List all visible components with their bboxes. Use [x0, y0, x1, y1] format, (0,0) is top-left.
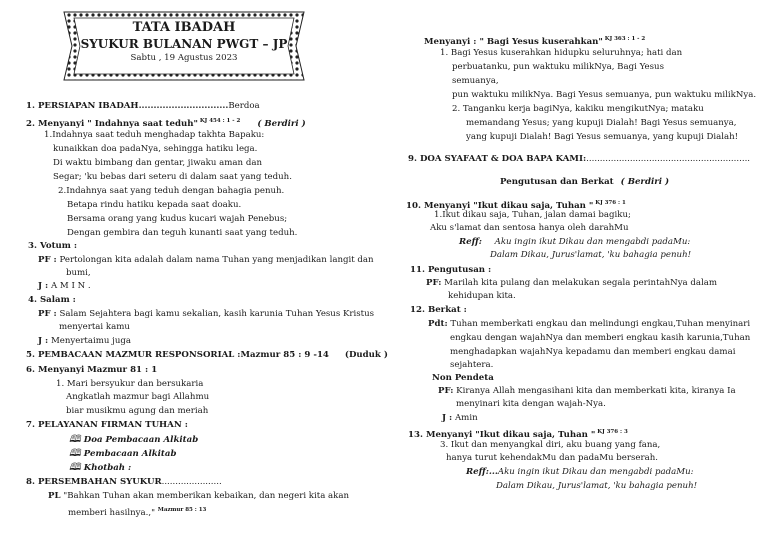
refrain-line: Dalam Dikau, Jurus'lamat, 'ku bahagia penuh!	[490, 250, 692, 260]
song-line: hanya turut kehendakMu dan padaMu berserah.	[446, 453, 658, 463]
book-icon: 🕮	[69, 462, 81, 473]
blessing-pdt: Pdt: Tuhan memberkati engkau dan melindungi engkau,Tuhan menyinari	[428, 319, 751, 329]
sending-pf: PF: Marilah kita pulang dan melakukan segala perintahNya dalam	[426, 278, 718, 288]
book-icon: 🕮	[69, 448, 81, 459]
liturgy-item: 🕮 Pembacaan Alkitab	[69, 448, 177, 459]
song-line: Aku s'lamat dan sentosa hanya oleh darahMu	[430, 223, 629, 233]
song-line: 1. Bagi Yesus kuserahkan hidupku seluruhnya; hati dan	[440, 48, 683, 58]
votum-response: J : A M I N .	[38, 281, 91, 291]
page-subtitle: SYUKUR BULANAN PWGT – JP	[80, 37, 288, 51]
page-title: TATA IBADAH	[132, 20, 236, 35]
blessing-pdt-cont: menghadapkan wajahNya kepadamu dan memberi engkau damai	[450, 347, 736, 357]
salam-response: J : Menyertaimu juga	[38, 336, 132, 346]
song-line: Bersama orang yang kudus kucari wajah Penebus;	[67, 214, 288, 224]
song-line: pun waktuku milikNya. Bagi Yesus semuanya, pun waktuku milikNya.	[452, 90, 757, 100]
song-line: 1.Indahnya saat teduh menghadap takhta Bapaku:	[44, 130, 265, 140]
refrain-line: Reff: Aku ingin ikut Dikau dan mengabdi padaMu:	[459, 237, 691, 247]
section-10-heading: 10. Menyanyi "Ikut dikau saja, Tuhan " $^{KJ 376 : 1}$	[406, 200, 626, 211]
song-line: memandang Yesus; yang kupuji Dialah! Bagi Yesus semuanya,	[466, 118, 737, 128]
refrain-line: Dalam Dikau, Jurus'lamat, 'ku bahagia penuh!	[496, 481, 698, 491]
blessing-pdt-cont: engkau dengan wajahNya dan memberi engkau kasih karunia,Tuhan	[450, 333, 751, 343]
liturgy-item: 🕮 Doa Pembacaan Alkitab	[69, 434, 199, 445]
section-6-heading: 6. Menyanyi Mazmur 81 : 1	[26, 365, 158, 375]
section-1: 1. PERSIAPAN IBADAH..............................Berdoa	[26, 101, 260, 111]
song-heading: Menyanyi : " Bagi Yesus kuserahkan" $^{KJ 363 : 1 - 2}$	[424, 36, 646, 47]
title-banner	[60, 6, 308, 86]
book-icon: 🕮	[69, 434, 81, 445]
song-line: Segar; 'ku bebas dari seteru di dalam saat yang teduh.	[53, 172, 292, 182]
song-line: yang kupuji Dialah! Bagi Yesus semuanya, yang kupuji Dialah!	[466, 132, 739, 142]
section-12-heading: 12. Berkat :	[410, 305, 467, 315]
offering-pl-cont: memberi hasilnya.," $^{Mazmur 85 : 13}$	[68, 507, 207, 518]
service-date: Sabtu , 19 Agustus 2023	[130, 53, 238, 63]
song-line: 1.Ikut dikau saja, Tuhan, jalan damai bagiku;	[434, 210, 631, 220]
song-line: Betapa rindu hatiku kepada saat doaku.	[67, 200, 242, 210]
section-8-heading: 8. PERSEMBAHAN SYUKUR......................	[26, 477, 222, 487]
sending-pf-cont: kehidupan kita.	[448, 291, 516, 301]
song-line: biar musikmu agung dan meriah	[66, 406, 209, 416]
sending-title: Pengutusan dan Berkat ( Berdiri )	[500, 177, 670, 187]
song-line: 3. Ikut dan menyangkal diri, aku buang yang fana,	[440, 440, 661, 450]
blessing-pf: PF: Kiranya Allah mengasihani kita dan memberkati kita, kiranya Ia	[438, 386, 736, 396]
blessing-pdt-cont: sejahtera.	[450, 360, 494, 370]
section-3-heading: 3. Votum :	[28, 241, 78, 251]
section-2-heading: 2. Menyanyi " Indahnya saat teduh" $^{KJ 454 : 1 - 2}$ ( Berdiri )	[26, 118, 306, 129]
liturgy-item: 🕮 Khotbah :	[69, 462, 132, 473]
offering-pl: PL "Bahkan Tuhan akan memberikan kebaikan, dan negeri kita akan	[48, 491, 350, 501]
song-line: Angkatlah mazmur bagi Allahmu	[66, 392, 210, 402]
song-line: perbuatanku, pun waktuku milikNya, Bagi Yesus	[452, 62, 664, 72]
song-line: Dengan gembira dan teguh kunanti saat yang teduh.	[67, 228, 298, 238]
section-7-heading: 7. PELAYANAN FIRMAN TUHAN :	[26, 420, 188, 430]
section-13-heading: 13. Menyanyi "Ikut dikau saja, Tuhan " $^{KJ 376 : 3}$	[408, 429, 628, 440]
song-line: kunaikkan doa padaNya, sehingga hatiku lega.	[53, 144, 258, 154]
votum-pf: PF : Pertolongan kita adalah dalam nama Tuhan yang menjadikan langit dan	[38, 255, 374, 265]
section-5-heading: 5. PEMBACAAN MAZMUR RESPONSORIAL :Mazmur 85 : 9 -14 (Duduk )	[26, 350, 388, 360]
blessing-response: J : Amin	[442, 413, 478, 423]
song-line: 2.Indahnya saat yang teduh dengan bahagia penuh.	[58, 186, 285, 196]
song-line: semuanya,	[452, 76, 499, 86]
non-pastor-label: Non Pendeta	[432, 373, 494, 383]
song-line: Di waktu bimbang dan gentar, jiwaku aman dan	[53, 158, 262, 168]
song-line: 2. Tanganku kerja bagiNya, kakiku mengikutNya; mataku	[452, 104, 704, 114]
salam-pf-cont: menyertai kamu	[59, 322, 130, 332]
section-4-heading: 4. Salam :	[28, 295, 76, 305]
section-11-heading: 11. Pengutusan :	[410, 265, 492, 275]
blessing-pf-cont: menyinari kita dengan wajah-Nya.	[456, 399, 606, 409]
right-column	[384, 0, 768, 543]
refrain-line: Reff:...Aku ingin ikut Dikau dan mengabdi padaMu:	[466, 467, 694, 477]
song-line: 1. Mari bersyukur dan bersukaria	[56, 379, 204, 389]
votum-pf-cont: bumi,	[66, 268, 91, 278]
section-9-heading: 9. DOA SYAFAAT & DOA BAPA KAMI:............................................................	[408, 154, 751, 164]
salam-pf: PF : Salam Sejahtera bagi kamu sekalian, kasih karunia Tuhan Yesus Kristus	[38, 309, 375, 319]
